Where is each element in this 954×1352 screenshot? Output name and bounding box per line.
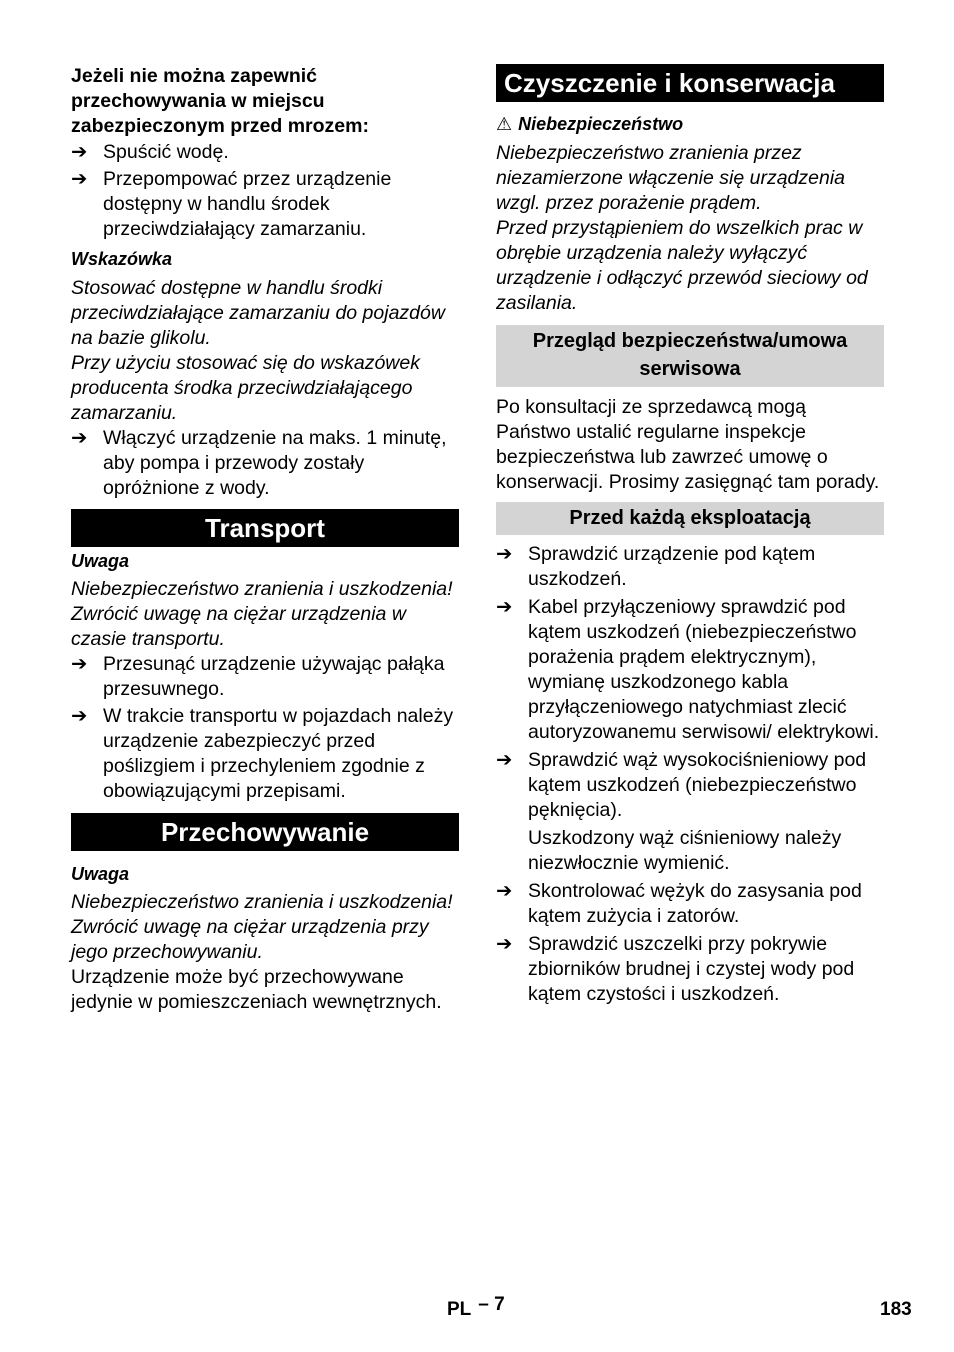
check-step-3-note: Uszkodzony wąż ciśnieniowy należy niezwłocznie wymienić.	[528, 827, 842, 874]
note-label: Wskazówka	[71, 249, 173, 269]
transport-step-1	[71, 652, 459, 702]
arrow-right-icon: ➔	[496, 596, 513, 618]
check-step-5	[496, 932, 884, 1007]
inspection-text: Po konsultacji ze sprzedawcą mogą Państwo ustalić regularne inspekcje bezpieczeństwa lub zawrzeć umowę o konserwacji. Prosimy zasięgnąć tam porady.	[496, 396, 880, 493]
arrow-right-icon: ➔	[496, 880, 513, 902]
page-number: 183	[880, 1299, 912, 1320]
danger-label-text: Niebezpieczeństwo	[518, 114, 684, 134]
step-text: W trakcie transportu w pojazdach należy urządzenie zabezpieczyć przed poślizgiem i przechyleniem zgodnie z obowiązującymi przepisami.	[103, 705, 454, 802]
transport-caution-label: Uwaga	[71, 551, 130, 571]
step-text: Spuścić wodę.	[103, 141, 229, 163]
check-step-3	[496, 748, 884, 823]
before-operation-heading: Przed każdą eksploatacją	[496, 502, 884, 535]
note-text-1: Stosować dostępne w handlu środki przeciwdziałające zamarzaniu do pojazdów na bazie glikolu.	[71, 277, 445, 349]
frost-step-2	[71, 167, 459, 242]
danger-text-2: Przed przystąpieniem do wszelkich prac w obrębie urządzenia należy wyłączyć urządzenie i odłączyć przewód sieciowy od zasilania.	[496, 217, 868, 314]
note-step	[71, 426, 459, 501]
arrow-right-icon: ➔	[496, 749, 513, 771]
step-text: Sprawdzić uszczelki przy pokrywie zbiorników brudnej i czystej wody pod kątem czystości i uszkodzeń.	[528, 933, 855, 1005]
transport-heading: Transport	[71, 509, 459, 547]
storage-text: Urządzenie może być przechowywane jedynie w pomieszczeniach wewnętrznych.	[71, 966, 442, 1013]
arrow-right-icon: ➔	[496, 933, 513, 955]
check-step-4	[496, 879, 884, 929]
left-column	[71, 64, 459, 1015]
step-text: Włączyć urządzenie na maks. 1 minutę, aby pompa i przewody zostały opróżnione z wody.	[103, 427, 447, 499]
check-step-1	[496, 542, 884, 592]
cleaning-heading: Czyszczenie i konserwacja	[496, 64, 884, 102]
footer-language	[447, 1294, 505, 1322]
arrow-right-icon: ➔	[496, 543, 513, 565]
section-page-number: – 7	[478, 1294, 505, 1315]
storage-heading: Przechowywanie	[71, 813, 459, 851]
check-step-2	[496, 595, 884, 745]
language-code: PL	[447, 1299, 471, 1320]
storage-caution-label: Uwaga	[71, 864, 130, 884]
arrow-right-icon: ➔	[71, 168, 88, 190]
frost-step-1	[71, 140, 459, 165]
step-text: Przepompować przez urządzenie dostępny w handlu środek przeciwdziałający zamarzaniu.	[103, 168, 392, 240]
danger-text-1: Niebezpieczeństwo zranienia przez niezamierzone włączenie się urządzenia wzgl. przez porażenie prądem.	[496, 142, 846, 214]
arrow-right-icon: ➔	[71, 141, 88, 163]
warning-triangle-icon: ⚠	[496, 114, 513, 134]
right-column	[496, 64, 884, 1007]
storage-warning: Niebezpieczeństwo zranienia i uszkodzenia! Zwrócić uwagę na ciężar urządzenia przy jego przechowywaniu.	[71, 891, 453, 963]
frost-heading: Jeżeli nie można zapewnić przechowywania w miejscu zabezpieczonym przed mrozem:	[71, 65, 369, 137]
note-text-2: Przy użyciu stosować się do wskazówek producenta środka przeciwdziałającego zamarzaniu.	[71, 352, 420, 424]
transport-warning: Niebezpieczeństwo zranienia i uszkodzenia! Zwrócić uwagę na ciężar urządzenia w czasie transportu.	[71, 578, 453, 650]
step-text: Kabel przyłączeniowy sprawdzić pod kątem uszkodzeń (niebezpieczeństwo porażenia prądem elektrycznym), wymianę uszkodzonego kabla przyłączeniowego natychmiast zlecić autoryzowanemu serwisowi/ elektrykowi.	[528, 596, 880, 743]
danger-label	[496, 112, 884, 136]
arrow-right-icon: ➔	[71, 705, 88, 727]
step-text: Przesunąć urządzenie używając pałąka przesuwnego.	[103, 653, 445, 700]
inspection-heading: Przegląd bezpieczeństwa/umowa serwisowa	[496, 325, 884, 387]
arrow-right-icon: ➔	[71, 427, 88, 449]
step-text: Sprawdzić wąż wysokociśnieniowy pod kątem uszkodzeń (niebezpieczeństwo pęknięcia).	[528, 749, 867, 821]
transport-step-2	[71, 704, 459, 804]
step-text: Skontrolować wężyk do zasysania pod kątem zużycia i zatorów.	[528, 880, 862, 927]
step-text: Sprawdzić urządzenie pod kątem uszkodzeń.	[528, 543, 816, 590]
arrow-right-icon: ➔	[71, 653, 88, 675]
